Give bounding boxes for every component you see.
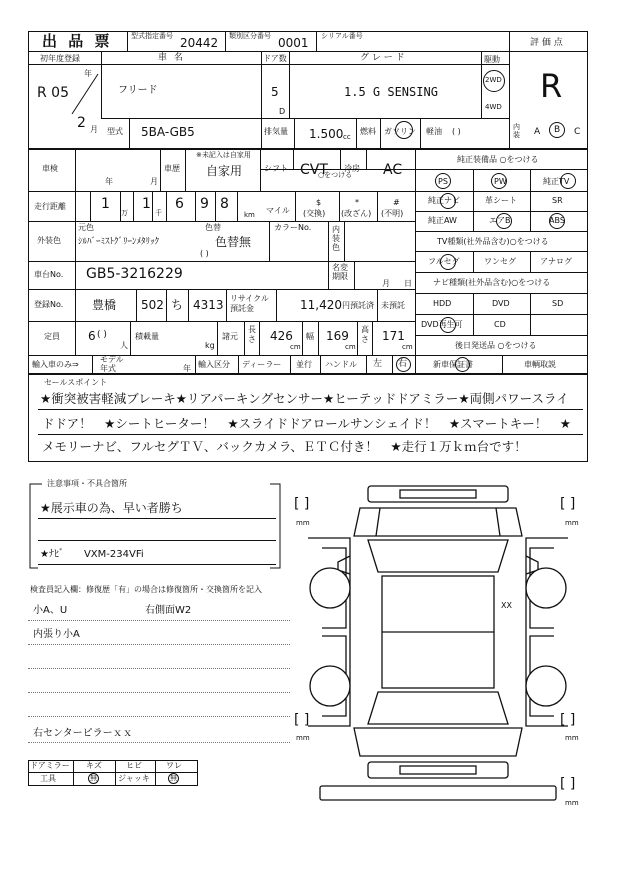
legend-tool-value: 無 — [90, 774, 97, 782]
handle-left: 左 — [373, 359, 383, 369]
name-exp-month: 月 — [382, 279, 390, 288]
height-label: 高さ — [361, 325, 369, 344]
docs-warranty: 新車保証書 — [433, 360, 473, 369]
equip-pw: PW — [494, 177, 507, 186]
equip-abs: ABS — [549, 216, 565, 225]
orig-color-label: 元色 — [78, 223, 94, 232]
equip-navi-circle — [440, 193, 456, 209]
door-suffix: D — [279, 107, 286, 116]
mileage-km: km — [244, 211, 255, 219]
legend-scratch: キズ — [86, 761, 102, 770]
equip-airbag: エアB — [489, 216, 511, 225]
shaken-year-unit: 年 — [105, 177, 113, 186]
import-type-label: 輸入区分 — [198, 360, 230, 369]
drive-label: 駆動 — [484, 55, 500, 64]
inspector-line-1b: 右側面W2 — [145, 605, 192, 616]
recycle-amount: 11,420 — [300, 298, 342, 312]
load-unit: kg — [205, 341, 215, 350]
fuel-diesel: 軽油 — [426, 127, 442, 136]
shift-label: シフト — [264, 164, 288, 173]
history-note: ※未記入は自家用 — [196, 151, 251, 159]
capacity-label: 定員 — [44, 332, 60, 341]
mileage-digit-4: 9 — [200, 196, 209, 212]
damage-mark-xx: XX — [501, 601, 512, 610]
format-number: 20442 — [180, 36, 219, 50]
first-reg-era: R 05 — [37, 85, 69, 101]
width-unit: cm — [345, 343, 356, 351]
notes-line-1: ★展示車の為、早い者勝ち — [40, 501, 183, 515]
mileage-label: 走行距離 — [34, 202, 66, 211]
repaint-paren: ( ) — [200, 249, 209, 258]
navi-dvd-play-circle — [440, 317, 456, 333]
drive-4wd: 4WD — [485, 103, 502, 111]
import-label: 輸入車のみ⇒ — [32, 360, 79, 369]
shaken-month-unit: 月 — [150, 177, 158, 186]
ac-label: 冷房 — [344, 164, 360, 173]
unknown-symbol: # — [393, 198, 400, 207]
tire-bracket-fr: [ ] — [560, 496, 576, 512]
year-unit: 年 — [84, 69, 92, 78]
notes-line-2: ★ﾅﾋﾞ VXM-234VFi — [40, 549, 144, 560]
grade-value: 1.5 G SENSING — [344, 85, 438, 99]
tire-mm-spare: mm — [565, 799, 579, 807]
height-unit: cm — [402, 343, 413, 351]
navi-sd: SD — [552, 299, 564, 308]
equip-ps-circle — [435, 173, 451, 189]
fuel-gasoline: ガソリン — [384, 127, 416, 136]
legend-tool: 工具 — [40, 774, 56, 783]
class-number: 0001 — [278, 36, 309, 50]
equip-ps: PS — [438, 177, 448, 186]
tamper-symbol: * — [355, 198, 359, 207]
tire-mm-rr: mm — [565, 734, 579, 742]
navi-hdd: HDD — [433, 299, 452, 308]
first-reg-label: 初年度登録 — [40, 54, 80, 63]
interior-b: B — [554, 125, 561, 135]
shift-value: CVT — [300, 162, 328, 178]
reg-label: 登録No. — [34, 300, 64, 309]
equip-airbag-circle — [496, 213, 512, 229]
tv-analog: アナログ — [540, 257, 572, 266]
fuel-bracket: ( ) — [452, 127, 461, 136]
docs-manual: 車輌取説 — [524, 360, 556, 369]
name-exp-label: 名変期限 — [332, 263, 348, 281]
sales-label: セールスポイント — [44, 378, 108, 387]
interior-c: C — [574, 127, 581, 137]
width-label: 幅 — [306, 332, 314, 341]
score-value: R — [540, 67, 563, 105]
tire-bracket-spare: [ ] — [560, 776, 576, 792]
mile-label: マイル — [266, 206, 290, 215]
car-diagram — [290, 478, 590, 808]
mileage-man: 万 — [121, 209, 128, 217]
shaken-label: 車検 — [42, 164, 58, 173]
unknown-label: (不明) — [381, 209, 404, 218]
score-label: 評 価 点 — [530, 38, 563, 48]
exchange-symbol: $ — [316, 198, 322, 207]
tire-mm-fl: mm — [296, 519, 310, 527]
equip-sr: SR — [552, 196, 563, 205]
chassis-label: 車台No. — [34, 270, 64, 279]
mileage-digit-1: 1 — [101, 196, 110, 212]
docs-warranty-circle — [455, 357, 470, 372]
tire-bracket-rr: [ ] — [560, 712, 576, 728]
ac-value: AC — [383, 162, 403, 178]
color-no-label: カラーNo. — [274, 223, 312, 232]
equip-tv: 純正TV — [543, 177, 570, 186]
model-year-label: モデル年式 — [100, 355, 124, 373]
orig-color: ｼﾙﾊﾞｰﾐｽﾄｸﾞﾘｰﾝﾒﾀﾘｯｸ — [78, 237, 160, 247]
fuel-label: 燃料 — [360, 127, 376, 136]
model-code: 5BA-GB5 — [141, 125, 195, 139]
document-title: 出 品 票 — [42, 32, 113, 50]
displacement-label: 排気量 — [264, 127, 288, 136]
grade-label: グ レ ー ド — [360, 53, 405, 63]
tire-mm-fr: mm — [565, 519, 579, 527]
tv-oneseg: ワンセグ — [484, 257, 516, 266]
mileage-digit-2: 1 — [142, 196, 151, 212]
length-label: 長さ — [248, 325, 256, 344]
dealer: ディーラー — [242, 360, 282, 369]
doors-label: ドア数 — [263, 54, 287, 63]
serial-label: シリアル番号 — [321, 32, 363, 40]
parallel: 並行 — [296, 360, 312, 369]
chassis-number: GB5-3216229 — [86, 266, 183, 282]
width-value: 169 — [326, 329, 349, 343]
equip-aw: 純正AW — [428, 216, 457, 225]
navi-cd: CD — [494, 320, 506, 329]
model-label: 型式 — [107, 127, 123, 136]
length-unit: cm — [290, 343, 301, 351]
height-value: 171 — [382, 329, 405, 343]
legend-jack-value: 無 — [170, 774, 177, 782]
tamper-label: (改ざん) — [341, 209, 372, 218]
legend-crack: ヒビ — [126, 761, 142, 770]
notes-label: 注意事項・不具合箇所 — [47, 479, 127, 488]
reg-class: 502 — [141, 298, 164, 312]
displacement-unit: cc — [343, 133, 351, 141]
sales-line-3: メモリーナビ、フルセグＴＶ、バックカメラ、ＥＴＣ付き！ ★走行１万ｋｍ台です！ — [42, 439, 527, 454]
equip-abs-circle — [549, 213, 565, 229]
class-label: 類別区分番号 — [229, 32, 271, 40]
sales-line-2: ドドア！ ★シートヒーター！ ★スライドドアロールサンシェイド！ ★スマートキー！ ★ — [42, 416, 572, 431]
car-name-label: 車 名 — [158, 53, 185, 63]
month-unit: 月 — [90, 125, 98, 134]
interior-a: A — [534, 127, 541, 137]
reg-number: 4313 — [193, 298, 224, 312]
first-reg-month: 2 — [77, 115, 86, 131]
car-name: フリード — [118, 85, 158, 96]
name-exp-day: 日 — [404, 279, 412, 288]
inspector-label: 検査員記入欄：修復歴「有」の場合は修復箇所・交換箇所を記入 — [30, 585, 262, 594]
equip-navi: 純正ナビ — [428, 196, 460, 205]
handle-label: ハンドル — [325, 360, 357, 369]
inspector-line-1: 小A、U — [33, 605, 68, 616]
exchange-label: (交換) — [303, 209, 326, 218]
capacity-paren: ( ) — [97, 330, 107, 340]
repaint-label: 色替 — [205, 223, 221, 232]
recycle-unpaid: 未預託 — [381, 301, 405, 310]
interior-color-label: 内装色 — [332, 225, 340, 252]
history-value: 自家用 — [206, 164, 243, 178]
tire-mm-rl: mm — [296, 734, 310, 742]
repaint-value: 色替無 — [215, 235, 252, 249]
dim-label: 諸元 — [222, 332, 238, 341]
legend-break: ワレ — [166, 761, 182, 770]
sales-line-1: ★衝突被害軽減ブレーキ★リアパーキングセンサー★ヒーテッドドアミラー★両側パワースライ — [40, 391, 569, 406]
equip-leather: 革シート — [485, 196, 517, 205]
mileage-digit-5: 8 — [220, 196, 229, 212]
inspector-line-2: 内張り小A — [33, 629, 80, 640]
docs-title: 後日発送品 ○をつける — [455, 341, 537, 350]
color-label: 外装色 — [37, 236, 61, 245]
length-value: 426 — [270, 329, 293, 343]
displacement-value: 1.500 — [309, 127, 344, 141]
tv-title: TV種類(社外品含む)○をつける — [437, 237, 549, 246]
tv-fullseg: フルセグ — [428, 257, 460, 266]
door-count: 5 — [271, 85, 279, 99]
model-year-unit: 年 — [183, 364, 191, 373]
navi-dvd-play: DVD再生可 — [421, 320, 463, 329]
tire-bracket-fl: [ ] — [294, 496, 310, 512]
navi-dvd: DVD — [492, 299, 510, 308]
drive-2wd: 2WD — [485, 76, 502, 84]
recycle-unit: 円預託済 — [342, 301, 374, 310]
interior-label: 内装 — [513, 123, 520, 139]
handle-right: 右 — [398, 359, 408, 369]
navi-title: ナビ種類(社外品含む)○をつける — [433, 278, 551, 287]
capacity-unit: 人 — [120, 341, 128, 350]
recycle-label: リサイクル預託金 — [230, 294, 269, 313]
inspector-line-3: 右センターピラーｘｘ — [33, 728, 133, 739]
reg-kana: ち — [171, 298, 184, 312]
format-label: 型式指定番号 — [131, 32, 173, 40]
legend-jack: ジャッキ — [118, 774, 150, 783]
reg-city: 豊橋 — [92, 298, 117, 312]
tv-fullseg-circle — [440, 254, 456, 270]
check-note: ○をつける — [318, 171, 353, 179]
mileage-sen: 千 — [155, 209, 162, 217]
capacity-value: 6 — [88, 329, 96, 343]
mileage-digit-3: 6 — [175, 196, 184, 212]
equip-title: 純正装備品 ○をつける — [457, 155, 539, 164]
equip-tv-circle — [560, 173, 576, 189]
history-label: 車歴 — [164, 164, 180, 173]
legend-mirror: ドアミラー — [30, 761, 70, 770]
equip-pw-circle — [491, 173, 507, 189]
tire-bracket-rl: [ ] — [294, 712, 310, 728]
load-label: 積載量 — [135, 332, 159, 341]
